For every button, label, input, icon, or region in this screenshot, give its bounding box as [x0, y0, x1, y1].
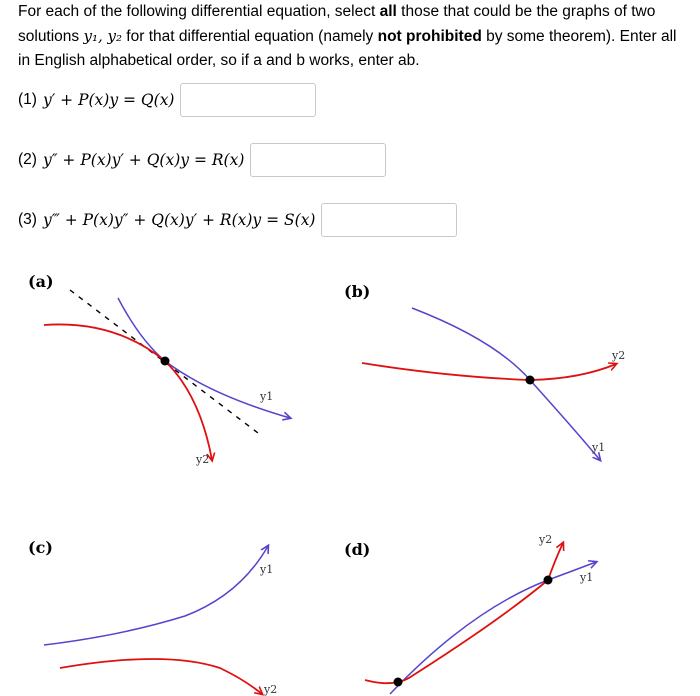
- graph-d-intersection-point-lower: [394, 678, 403, 687]
- graph-a-y1-label: y1: [260, 390, 274, 403]
- graph-c-y1-label: y1: [260, 563, 274, 576]
- graph-b-y1-curve: [412, 308, 600, 460]
- graph-b-y2-label: y2: [612, 349, 626, 362]
- graph-d-intersection-point-upper: [544, 576, 553, 585]
- instructions-line-1: For each of the following differential equation, select all those that could be the graphs of two: [18, 3, 656, 20]
- graph-c: [44, 546, 277, 696]
- graph-a-y2-label: y2: [196, 453, 210, 466]
- graph-b-label: (b): [344, 282, 371, 301]
- graph-d-y1-label: y1: [580, 571, 594, 584]
- graph-b: [362, 308, 625, 460]
- graph-b-y1-label: y1: [592, 441, 606, 454]
- graph-a: [44, 290, 290, 466]
- graph-d-y2-label: y2: [539, 533, 553, 546]
- graph-b-y2-curve: [362, 363, 616, 380]
- question-3-equation: y‴ + P(x)y″ + Q(x)y′ + R(x)y = S(x): [42, 211, 316, 229]
- graph-d: [365, 533, 596, 694]
- graph-c-y2-label: y2: [264, 683, 278, 696]
- graph-c-label: (c): [28, 538, 53, 557]
- graph-a-intersection-point: [161, 357, 170, 366]
- graph-a-label: (a): [28, 272, 54, 291]
- question-1-number: (1): [18, 91, 37, 108]
- question-1-equation: y′ + P(x)y = Q(x): [42, 91, 175, 109]
- graph-d-y2-curve: [365, 543, 563, 683]
- instructions-line-2: solutions y₁, y₂ for that differential equation (namely not prohibited by some theorem). Enter all: [18, 27, 677, 45]
- graph-c-y2-curve: [60, 659, 262, 694]
- instructions-line-3: in English alphabetical order, so if a and b works, enter ab.: [18, 52, 420, 69]
- graph-d-y1-curve: [390, 562, 596, 694]
- question-2-number: (2): [18, 151, 37, 168]
- graph-d-label: (d): [344, 540, 371, 559]
- question-2-equation: y″ + P(x)y′ + Q(x)y = R(x): [42, 151, 245, 169]
- graph-c-y1-curve: [44, 546, 268, 645]
- question-3-number: (3): [18, 211, 37, 228]
- graph-b-intersection-point: [526, 376, 535, 385]
- graph-a-y2-curve: [44, 324, 212, 460]
